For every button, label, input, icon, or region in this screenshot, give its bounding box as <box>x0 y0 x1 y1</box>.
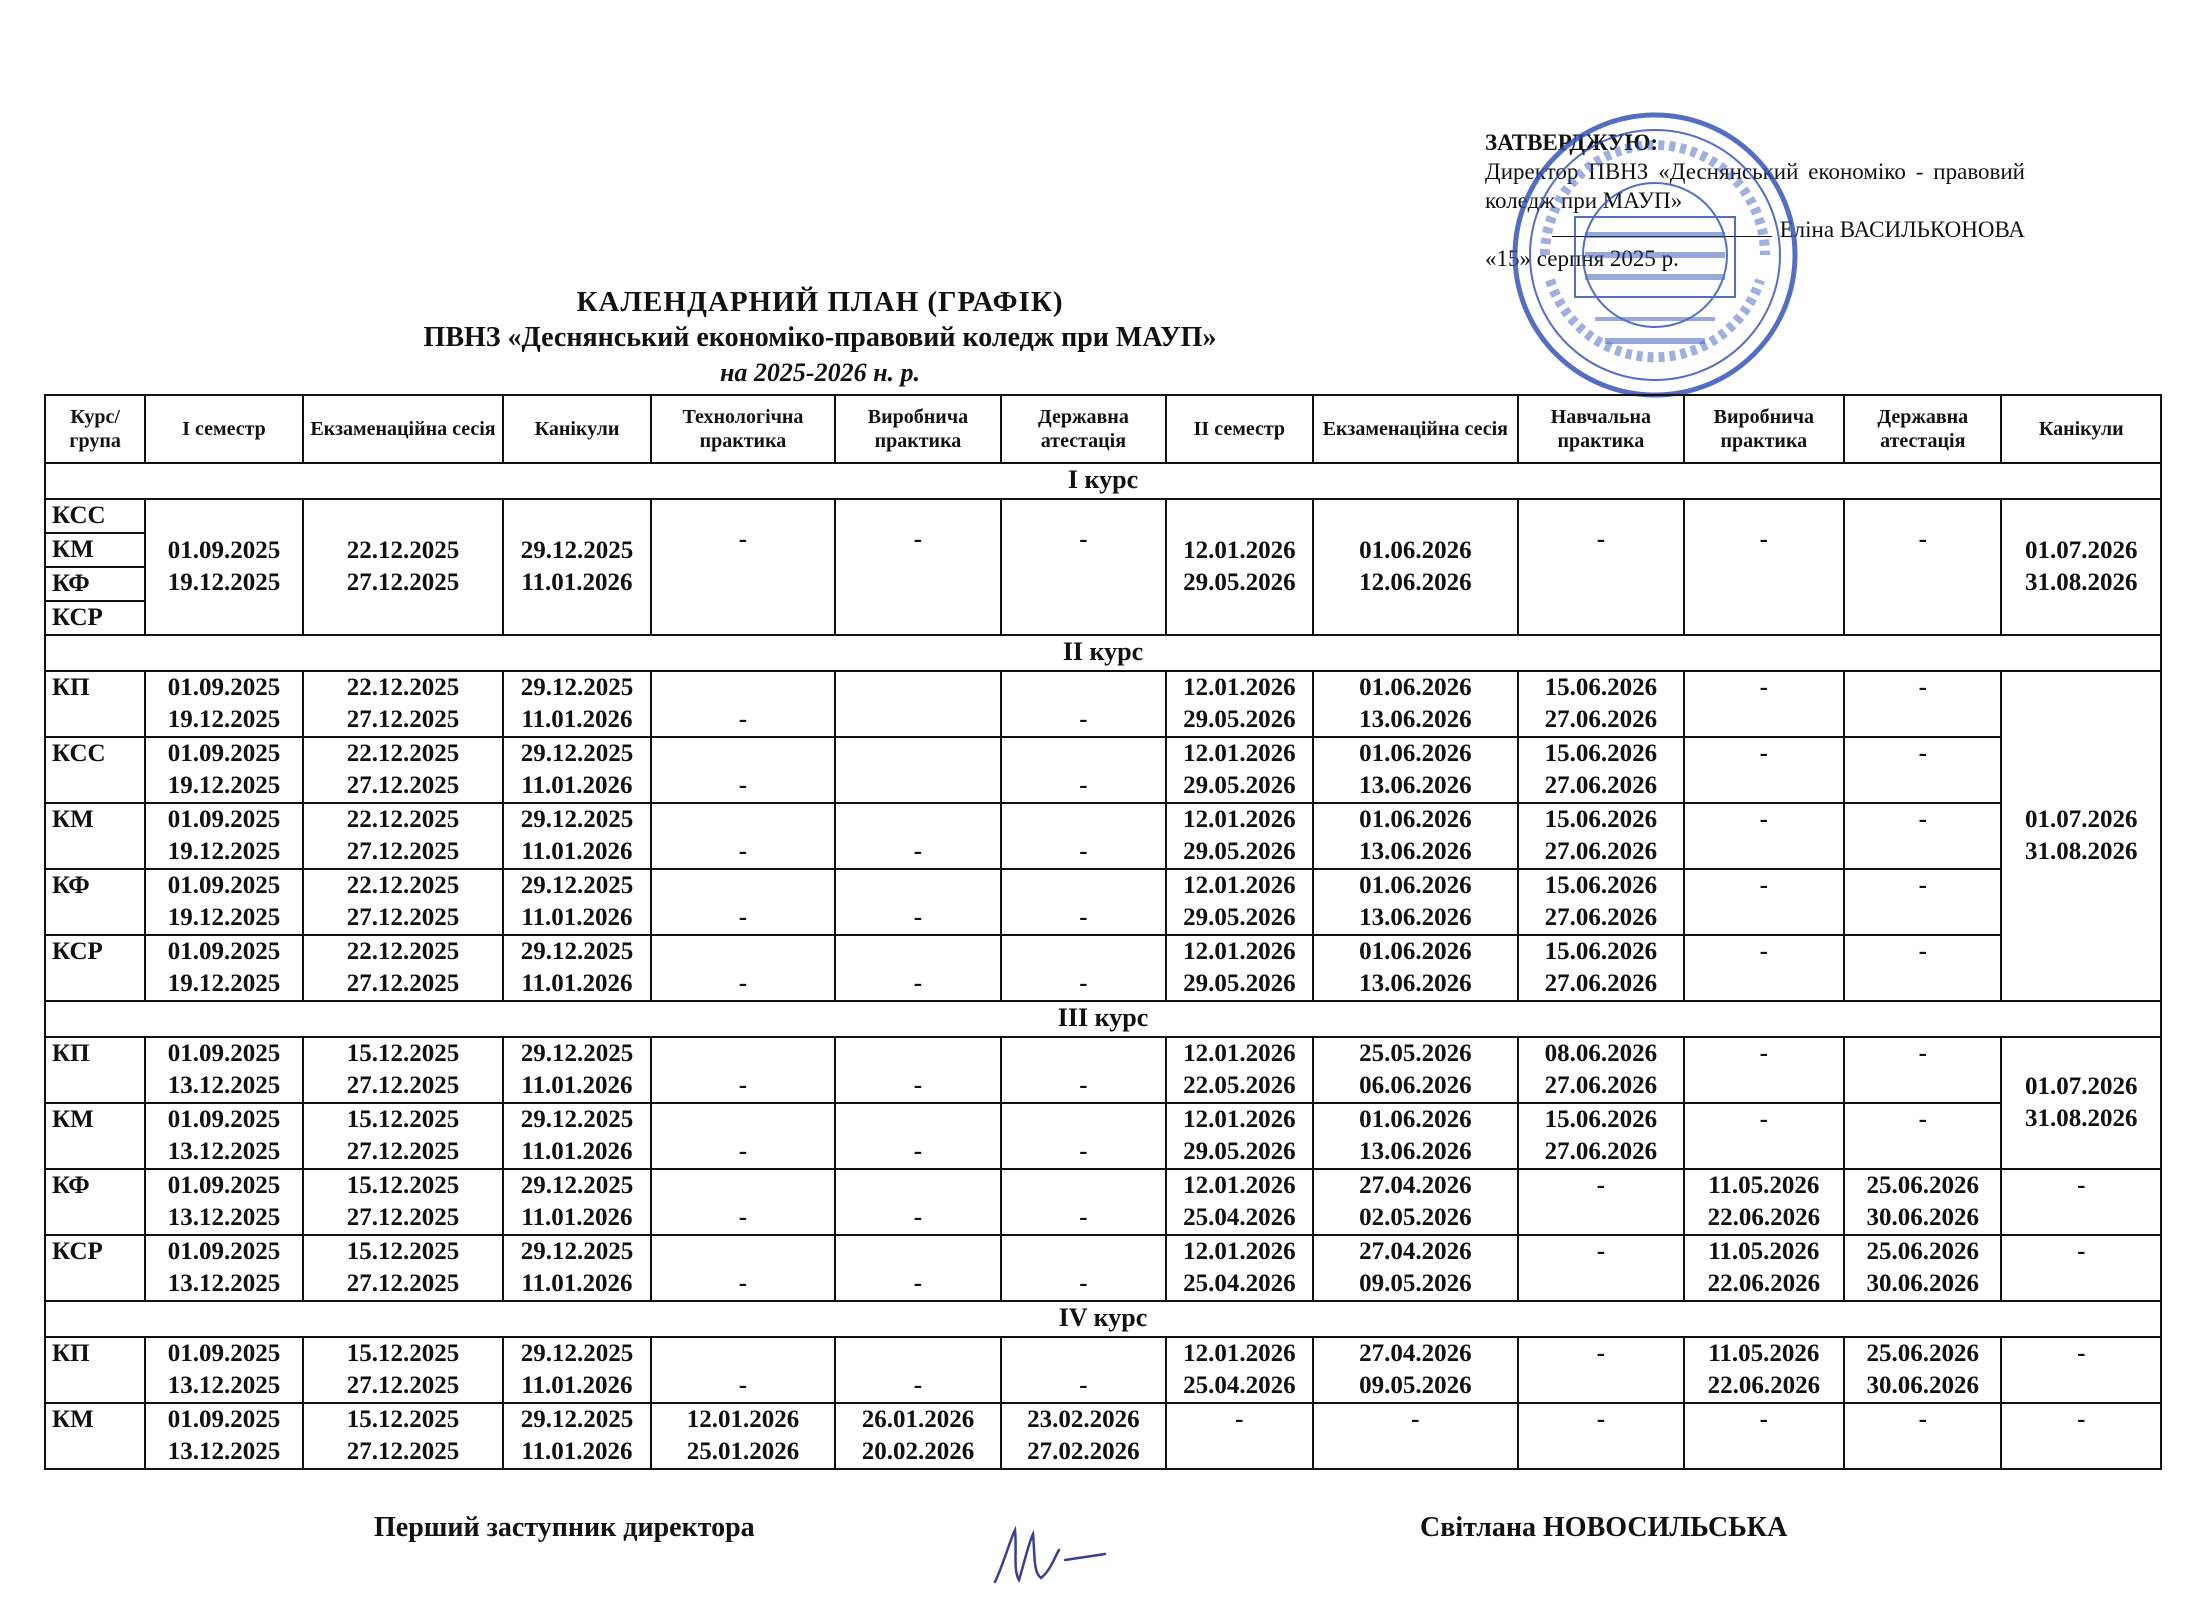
cell-state-exam2: 25.06.2026 30.06.2026 <box>1844 1235 2001 1301</box>
schedule-table <box>44 394 2162 1470</box>
cell-state-exam2: - <box>1844 1403 2001 1469</box>
cell-prod-practice2: - <box>1684 671 1844 737</box>
cell-holidays1: 29.12.2025 11.01.2026 <box>503 671 650 737</box>
cell-exam2: 01.06.2026 13.06.2026 <box>1313 1103 1519 1169</box>
cell-semester2: 12.01.2026 29.05.2026 <box>1166 803 1312 869</box>
cell-study-practice: - <box>1518 1169 1683 1235</box>
cell-state-exam2: - <box>1844 869 2001 935</box>
table-row <box>45 1103 2161 1169</box>
cell-semester2: 12.01.2026 29.05.2026 <box>1166 671 1312 737</box>
col-header: І семестр <box>145 395 302 463</box>
cell-state-exam: - <box>1001 1037 1166 1103</box>
group-cell: КМ <box>45 1103 145 1169</box>
cell-prod-practice2: - <box>1684 1403 1844 1469</box>
cell-study-practice: 15.06.2026 27.06.2026 <box>1518 869 1683 935</box>
cell-holidays1: 29.12.2025 11.01.2026 <box>503 1403 650 1469</box>
cell-tech-practice: - <box>651 935 836 1001</box>
footer-position: Перший заступник директора <box>374 1512 755 1543</box>
col-header: Технологічна практика <box>651 395 836 463</box>
group-cell: КМ <box>45 533 145 567</box>
cell-semester1: 01.09.2025 13.12.2025 <box>145 1037 302 1103</box>
cell-study-practice: 15.06.2026 27.06.2026 <box>1518 737 1683 803</box>
cell-state-exam: - <box>1001 1337 1166 1403</box>
cell-holidays1: 29.12.2025 11.01.2026 <box>503 1103 650 1169</box>
cell-semester2: 12.01.2026 29.05.2026 <box>1166 935 1312 1001</box>
cell-semester2: 12.01.2026 29.05.2026 <box>1166 499 1312 635</box>
cell-semester1: 01.09.2025 19.12.2025 <box>145 935 302 1001</box>
cell-study-practice: - <box>1518 499 1683 635</box>
cell-exam1: 15.12.2025 27.12.2025 <box>303 1403 504 1469</box>
cell-semester1: 01.09.2025 13.12.2025 <box>145 1235 302 1301</box>
table-row <box>45 737 2161 803</box>
cell-state-exam: - <box>1001 935 1166 1001</box>
table-row <box>45 935 2161 1001</box>
cell-prod-practice <box>835 737 1000 803</box>
cell-tech-practice: - <box>651 737 836 803</box>
cell-exam1: 15.12.2025 27.12.2025 <box>303 1037 504 1103</box>
cell-holidays1: 29.12.2025 11.01.2026 <box>503 1235 650 1301</box>
cell-prod-practice2: - <box>1684 1037 1844 1103</box>
cell-exam2: 27.04.2026 09.05.2026 <box>1313 1235 1519 1301</box>
cell-tech-practice: - <box>651 1037 836 1103</box>
cell-tech-practice: - <box>651 1235 836 1301</box>
cell-tech-practice: - <box>651 1103 836 1169</box>
cell-prod-practice: - <box>835 869 1000 935</box>
cell-holidays2: - <box>2001 1337 2161 1403</box>
cell-prod-practice2: 11.05.2026 22.06.2026 <box>1684 1235 1844 1301</box>
cell-study-practice: 08.06.2026 27.06.2026 <box>1518 1037 1683 1103</box>
handwritten-signature <box>985 1520 1135 1590</box>
cell-tech-practice: - <box>651 1337 836 1403</box>
cell-exam2: 01.06.2026 13.06.2026 <box>1313 803 1519 869</box>
cell-prod-practice: - <box>835 1037 1000 1103</box>
cell-state-exam: - <box>1001 869 1166 935</box>
cell-exam1: 15.12.2025 27.12.2025 <box>303 1169 504 1235</box>
cell-exam1: 22.12.2025 27.12.2025 <box>303 737 504 803</box>
cell-prod-practice: - <box>835 803 1000 869</box>
col-header: Канікули <box>2001 395 2161 463</box>
cell-semester1: 01.09.2025 19.12.2025 <box>145 499 302 635</box>
col-header: Державна атестація <box>1844 395 2001 463</box>
cell-semester1: 01.09.2025 13.12.2025 <box>145 1337 302 1403</box>
cell-semester1: 01.09.2025 19.12.2025 <box>145 869 302 935</box>
cell-state-exam2: - <box>1844 1103 2001 1169</box>
academic-year: на 2025-2026 н. р. <box>719 358 921 387</box>
table-row <box>45 671 2161 737</box>
col-header: Канікули <box>503 395 650 463</box>
cell-state-exam: 23.02.2026 27.02.2026 <box>1001 1403 1166 1469</box>
cell-exam2: 01.06.2026 13.06.2026 <box>1313 737 1519 803</box>
cell-state-exam2: - <box>1844 499 2001 635</box>
cell-semester1: 01.09.2025 19.12.2025 <box>145 737 302 803</box>
course-heading: ІІІ курс <box>45 1001 2161 1037</box>
cell-holidays2: - <box>2001 1403 2161 1469</box>
cell-semester2: 12.01.2026 29.05.2026 <box>1166 869 1312 935</box>
cell-exam1: 22.12.2025 27.12.2025 <box>303 869 504 935</box>
table-row <box>45 1235 2161 1301</box>
col-header: Державна атестація <box>1001 395 1166 463</box>
group-cell: КФ <box>45 1169 145 1235</box>
cell-study-practice: - <box>1518 1337 1683 1403</box>
course-heading: ІІ курс <box>45 635 2161 671</box>
approval-date: «15» серпня 2025 р. <box>1485 246 1679 271</box>
cell-study-practice: - <box>1518 1235 1683 1301</box>
cell-holidays1: 29.12.2025 11.01.2026 <box>503 1169 650 1235</box>
cell-state-exam2: 25.06.2026 30.06.2026 <box>1844 1337 2001 1403</box>
cell-holidays2: - <box>2001 1235 2161 1301</box>
cell-prod-practice2: - <box>1684 737 1844 803</box>
cell-study-practice: 15.06.2026 27.06.2026 <box>1518 803 1683 869</box>
cell-state-exam2: - <box>1844 671 2001 737</box>
cell-state-exam: - <box>1001 1235 1166 1301</box>
cell-prod-practice: - <box>835 1169 1000 1235</box>
cell-prod-practice: - <box>835 1337 1000 1403</box>
cell-exam1: 15.12.2025 27.12.2025 <box>303 1103 504 1169</box>
cell-exam1: 15.12.2025 27.12.2025 <box>303 1337 504 1403</box>
approval-director-line: Директор ПВНЗ «Деснянський економіко - правовий коледж при МАУП» <box>1485 159 2025 213</box>
header-row <box>45 395 2161 463</box>
cell-state-exam2: - <box>1844 1037 2001 1103</box>
cell-prod-practice2: 11.05.2026 22.06.2026 <box>1684 1169 1844 1235</box>
cell-exam2: 27.04.2026 02.05.2026 <box>1313 1169 1519 1235</box>
cell-state-exam2: 25.06.2026 30.06.2026 <box>1844 1169 2001 1235</box>
cell-study-practice: 15.06.2026 27.06.2026 <box>1518 1103 1683 1169</box>
col-header: ІІ семестр <box>1166 395 1312 463</box>
col-header: Навчальна практика <box>1518 395 1683 463</box>
cell-holidays1: 29.12.2025 11.01.2026 <box>503 935 650 1001</box>
group-cell: КСС <box>45 499 145 533</box>
cell-holidays2: 01.07.2026 31.08.2026 <box>2001 671 2161 1001</box>
cell-exam1: 22.12.2025 27.12.2025 <box>303 671 504 737</box>
approval-block <box>1485 128 2025 273</box>
cell-tech-practice: - <box>651 869 836 935</box>
cell-prod-practice: - <box>835 1235 1000 1301</box>
cell-holidays1: 29.12.2025 11.01.2026 <box>503 499 650 635</box>
cell-exam2: 01.06.2026 13.06.2026 <box>1313 869 1519 935</box>
approval-title: ЗАТВЕРДЖУЮ: <box>1485 130 1659 155</box>
cell-holidays1: 29.12.2025 11.01.2026 <box>503 1037 650 1103</box>
cell-tech-practice: - <box>651 1169 836 1235</box>
cell-semester1: 01.09.2025 13.12.2025 <box>145 1169 302 1235</box>
table-row <box>45 1403 2161 1469</box>
cell-prod-practice: - <box>835 499 1000 635</box>
group-cell: КМ <box>45 803 145 869</box>
cell-holidays2: 01.07.2026 31.08.2026 <box>2001 1037 2161 1169</box>
cell-study-practice: - <box>1518 1403 1683 1469</box>
document-title: КАЛЕНДАРНИЙ ПЛАН (ГРАФІК) <box>576 286 1064 318</box>
cell-semester2: 12.01.2026 29.05.2026 <box>1166 737 1312 803</box>
group-cell: КП <box>45 671 145 737</box>
col-header: Виробнича практика <box>1684 395 1844 463</box>
cell-semester1: 01.09.2025 19.12.2025 <box>145 671 302 737</box>
table-row <box>45 1337 2161 1403</box>
cell-exam1: 15.12.2025 27.12.2025 <box>303 1235 504 1301</box>
cell-exam2: 01.06.2026 13.06.2026 <box>1313 935 1519 1001</box>
cell-tech-practice: 12.01.2026 25.01.2026 <box>651 1403 836 1469</box>
cell-exam2: 27.04.2026 09.05.2026 <box>1313 1337 1519 1403</box>
cell-state-exam2: - <box>1844 803 2001 869</box>
cell-state-exam: - <box>1001 499 1166 635</box>
cell-semester2: 12.01.2026 22.05.2026 <box>1166 1037 1312 1103</box>
table-row <box>45 869 2161 935</box>
cell-semester2: 12.01.2026 25.04.2026 <box>1166 1337 1312 1403</box>
group-cell: КСР <box>45 1235 145 1301</box>
cell-prod-practice2: - <box>1684 803 1844 869</box>
group-cell: КСС <box>45 737 145 803</box>
cell-state-exam: - <box>1001 1103 1166 1169</box>
cell-prod-practice: - <box>835 1103 1000 1169</box>
col-header: Виробнича практика <box>835 395 1000 463</box>
group-cell: КМ <box>45 1403 145 1469</box>
cell-state-exam: - <box>1001 803 1166 869</box>
cell-prod-practice: - <box>835 935 1000 1001</box>
col-header: Екзаменаційна сесія <box>303 395 504 463</box>
cell-semester2: 12.01.2026 29.05.2026 <box>1166 1103 1312 1169</box>
cell-semester2: 12.01.2026 25.04.2026 <box>1166 1169 1312 1235</box>
cell-exam1: 22.12.2025 27.12.2025 <box>303 935 504 1001</box>
cell-tech-practice: - <box>651 671 836 737</box>
course-heading: ІV курс <box>45 1301 2161 1337</box>
group-cell: КФ <box>45 869 145 935</box>
cell-exam2: 25.05.2026 06.06.2026 <box>1313 1037 1519 1103</box>
cell-prod-practice <box>835 671 1000 737</box>
group-cell: КП <box>45 1037 145 1103</box>
group-cell: КП <box>45 1337 145 1403</box>
table-row <box>45 1169 2161 1235</box>
cell-semester1: 01.09.2025 13.12.2025 <box>145 1403 302 1469</box>
course-heading: І курс <box>45 463 2161 499</box>
cell-prod-practice2: - <box>1684 869 1844 935</box>
group-cell: КСР <box>45 935 145 1001</box>
group-cell: КСР <box>45 601 145 635</box>
cell-prod-practice2: - <box>1684 1103 1844 1169</box>
col-header: Курс/ група <box>45 395 145 463</box>
cell-state-exam2: - <box>1844 737 2001 803</box>
table-row <box>45 803 2161 869</box>
cell-state-exam: - <box>1001 737 1166 803</box>
cell-semester1: 01.09.2025 13.12.2025 <box>145 1103 302 1169</box>
cell-exam2: - <box>1313 1403 1519 1469</box>
cell-exam2: 01.06.2026 12.06.2026 <box>1313 499 1519 635</box>
cell-study-practice: 15.06.2026 27.06.2026 <box>1518 935 1683 1001</box>
cell-semester1: 01.09.2025 19.12.2025 <box>145 803 302 869</box>
col-header: Екзаменаційна сесія <box>1313 395 1519 463</box>
cell-state-exam2: - <box>1844 935 2001 1001</box>
approval-signer: Еліна ВАСИЛЬКОНОВА <box>1485 215 2025 244</box>
footer-name: Світлана НОВОСИЛЬСЬКА <box>1420 1512 1788 1543</box>
cell-holidays1: 29.12.2025 11.01.2026 <box>503 803 650 869</box>
cell-holidays1: 29.12.2025 11.01.2026 <box>503 869 650 935</box>
cell-study-practice: 15.06.2026 27.06.2026 <box>1518 671 1683 737</box>
cell-holidays2: 01.07.2026 31.08.2026 <box>2001 499 2161 635</box>
cell-prod-practice2: - <box>1684 499 1844 635</box>
cell-exam2: 01.06.2026 13.06.2026 <box>1313 671 1519 737</box>
cell-prod-practice2: - <box>1684 935 1844 1001</box>
cell-holidays1: 29.12.2025 11.01.2026 <box>503 737 650 803</box>
cell-state-exam: - <box>1001 671 1166 737</box>
cell-semester2: 12.01.2026 25.04.2026 <box>1166 1235 1312 1301</box>
cell-state-exam: - <box>1001 1169 1166 1235</box>
group-cell: КФ <box>45 567 145 601</box>
document-subtitle: ПВНЗ «Деснянський економіко-правовий коледж при МАУП» <box>423 322 1217 353</box>
cell-tech-practice: - <box>651 499 836 635</box>
table-row <box>45 1037 2161 1103</box>
cell-prod-practice2: 11.05.2026 22.06.2026 <box>1684 1337 1844 1403</box>
cell-prod-practice: 26.01.2026 20.02.2026 <box>835 1403 1000 1469</box>
cell-semester2: - <box>1166 1403 1312 1469</box>
cell-holidays1: 29.12.2025 11.01.2026 <box>503 1337 650 1403</box>
cell-exam1: 22.12.2025 27.12.2025 <box>303 499 504 635</box>
cell-exam1: 22.12.2025 27.12.2025 <box>303 803 504 869</box>
cell-tech-practice: - <box>651 803 836 869</box>
cell-holidays2: - <box>2001 1169 2161 1235</box>
